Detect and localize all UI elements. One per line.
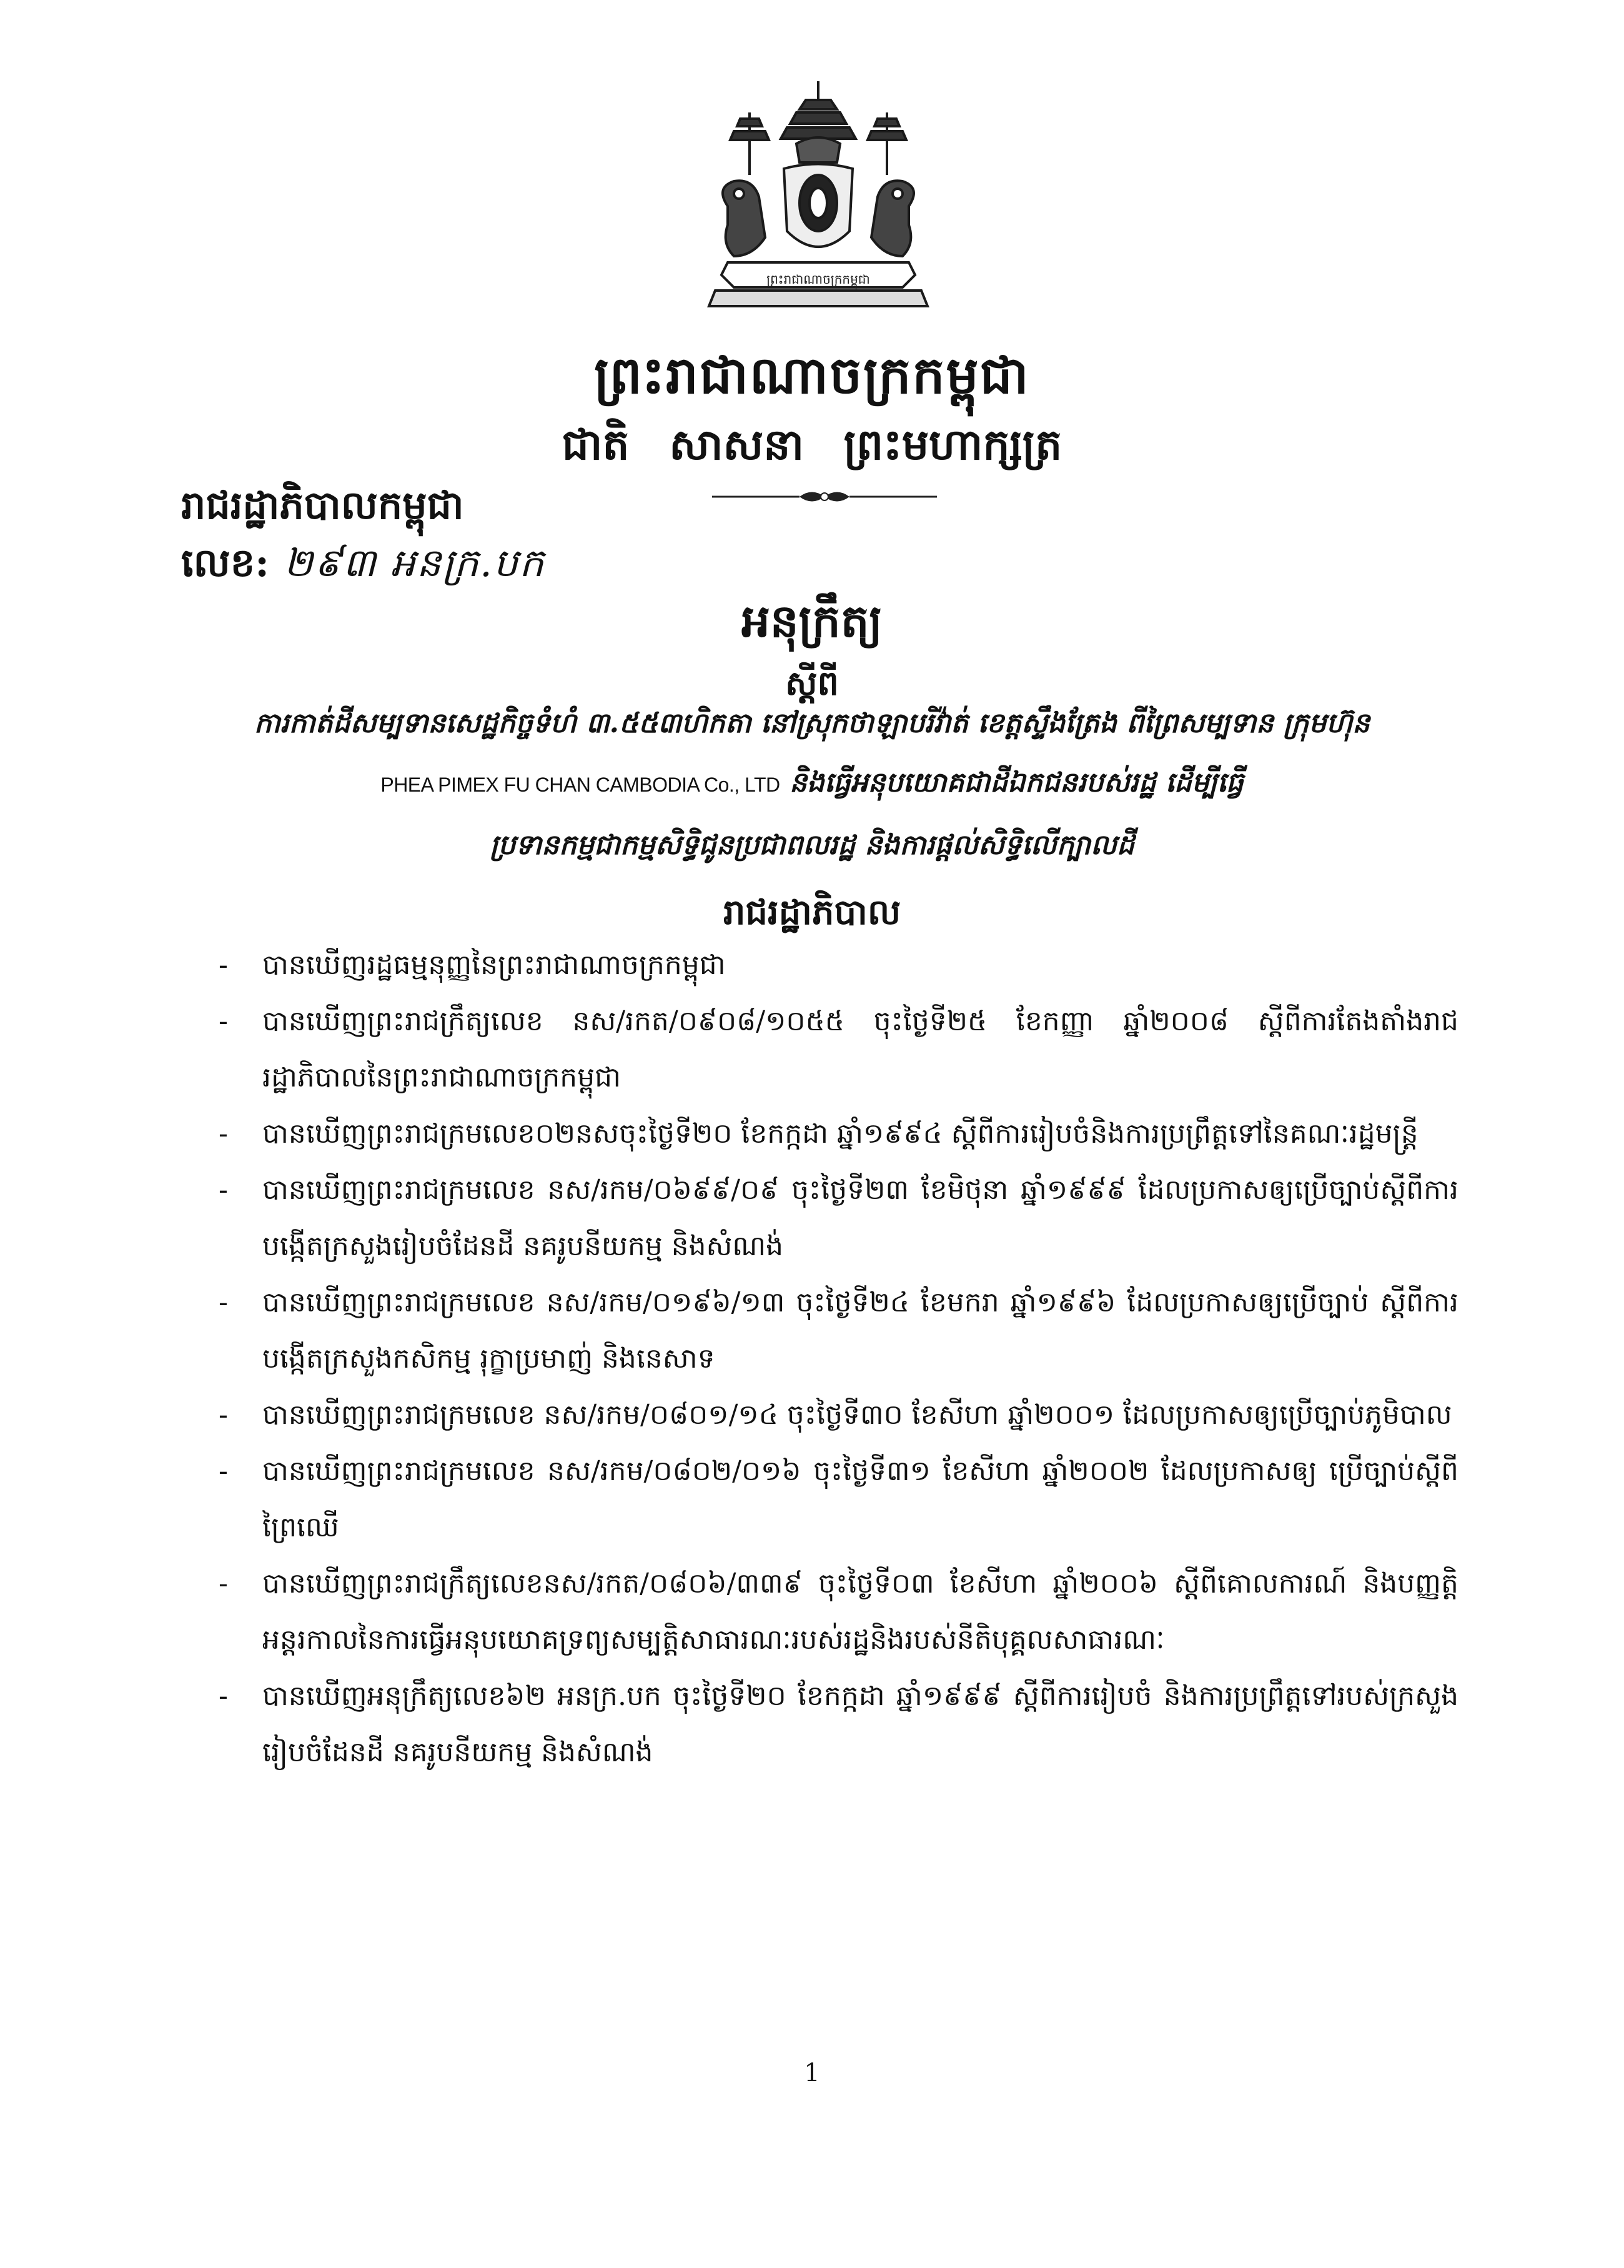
list-item-text: បានឃើញព្រះរាជក្រមលេខ០២នសចុះថ្ងៃទី២០ ខែកក្កដា ឆ្នាំ១៩៩៤ ស្តីពីការរៀបចំនិងការប្រព្រឹត្តទៅនៃគណៈរដ្ឋមន្ត្រី [262,1118,1419,1150]
decorative-divider-icon [712,484,937,509]
legal-references-list [219,937,1458,1781]
document-type-title: អនុក្រឹត្យ [741,594,883,647]
concerning-label: ស្តីពី [785,663,839,703]
bullet-dash: - [219,949,228,981]
document-number-label: លេខ: [181,540,269,585]
subject-line-3: ប្រទានកម្មជាកម្មសិទ្ធិជូនប្រជាពលរដ្ឋ និងការផ្តល់សិទ្ធិលើក្បាលដី [490,829,1134,861]
document-number-value: ២៩៣ អនក្រ.បក [284,540,545,585]
list-item-text: បានឃើញព្រះរាជក្រមលេខ នស/រកម/០១៩៦/១៣ ចុះថ្ងៃទី២៤ ខែមករា ឆ្នាំ១៩៩៦ ដែលប្រកាសឲ្យប្រើច្បាប់ ស្តីពីការបង្កើតក្រសួងកសិកម្ម រុក្ខាប្រមាញ់ និងនេសាទ [262,1286,1458,1375]
bullet-dash: - [219,1005,228,1037]
bullet-dash: - [219,1118,228,1150]
list-item [219,1556,1458,1668]
document-number [181,539,545,595]
bullet-dash: - [219,1286,228,1318]
bullet-dash: - [219,1568,228,1599]
list-item [219,1106,1458,1162]
list-item [219,993,1458,1106]
list-item [219,1668,1458,1781]
bullet-dash: - [219,1174,228,1206]
list-item-text: បានឃើញព្រះរាជក្រមលេខ នស/រកម/០៨០១/១៤ ចុះថ្ងៃទី៣០ ខែសីហា ឆ្នាំ២០០១ ដែលប្រកាសឲ្យប្រើច្បាប់ភូមិបាល [262,1399,1452,1431]
list-item-text: បានឃើញរដ្ឋធម្មនុញ្ញនៃព្រះរាជាណាចក្រកម្ពុជា [262,949,726,981]
issuing-government: រាជរដ្ឋាភិបាលកម្ពុជា [181,482,464,528]
list-item-text: បានឃើញអនុក្រឹត្យលេខ៦២ អនក្រ.បក ចុះថ្ងៃទី២០ ខែកក្កដា ឆ្នាំ១៩៩៩ ស្តីពីការរៀបចំ និងការប្រព្រឹត្តទៅរបស់ក្រសួងរៀបចំដែនដី នគរូបនីយកម្ម និងសំណង់ [262,1680,1458,1768]
national-motto: ជាតិ សាសនា ព្រះមហាក្សត្រ [562,420,1062,470]
list-item [219,1162,1458,1275]
emblem-banner-text: ព្រះរាជាណាចក្រកម្ពុជា [766,272,870,287]
list-item [219,937,1458,993]
royal-coat-of-arms-icon [690,75,946,325]
subject-line-2 [0,765,1624,805]
subject-line-2-text: និងធ្វើអនុបយោគជាដីឯកជនរបស់រដ្ឋ ដើម្បីធ្វើ [780,767,1244,798]
company-name: PHEA PIMEX FU CHAN CAMBODIA Co., LTD [380,773,780,796]
page-number: 1 [804,2059,820,2087]
list-item-text: បានឃើញព្រះរាជក្រមលេខ នស/រកម/០៨០២/០១៦ ចុះថ្ងៃទី៣១ ខែសីហា ឆ្នាំ២០០២ ដែលប្រកាសឲ្យ ប្រើច្បាប់ស្តីពីព្រៃឈើ [262,1455,1458,1543]
list-item [219,1387,1458,1443]
list-item-text: បានឃើញព្រះរាជក្រឹត្យលេខនស/រកត/០៨០៦/៣៣៩ ចុះថ្ងៃទី០៣ ខែសីហា ឆ្នាំ២០០៦ ស្តីពីគោលការណ៍ និងបញ្ញត្តិអន្តរកាលនៃការធ្វើអនុបយោគទ្រព្យសម្បត្តិសាធារណៈរបស់រដ្ឋនិងរបស់នីតិបុគ្គលសាធារណៈ [262,1568,1458,1656]
subject-line-1: ការកាត់ដីសម្បទានសេដ្ឋកិច្ចទំហំ ៣.៥៥៣ហិកតា នៅស្រុកថាឡាបរិវ៉ាត់ ខេត្តស្ទឹងត្រែង ពីព្រៃសម្បទាន ក្រុមហ៊ុន [254,707,1370,739]
list-item [219,1275,1458,1387]
list-item-text: បានឃើញព្រះរាជក្រមលេខ នស/រកម/០៦៩៩/០៩ ចុះថ្ងៃទី២៣ ខែមិថុនា ឆ្នាំ១៩៩៩ ដែលប្រកាសឲ្យប្រើច្បាប់ស្តីពីការបង្កើតក្រសួងរៀបចំដែនដី នគរូបនីយកម្ម និងសំណង់ [262,1174,1458,1262]
list-item-text: បានឃើញព្រះរាជក្រឹត្យលេខ នស/រកត/០៩០៨/១០៥៥ ចុះថ្ងៃទី២៥ ខែកញ្ញា ឆ្នាំ២០០៨ ស្តីពីការតែងតាំងរាជរដ្ឋាភិបាលនៃព្រះរាជាណាចក្រកម្ពុជា [262,1005,1458,1093]
government-heading: រាជរដ្ឋាភិបាល [723,892,901,933]
list-item [219,1443,1458,1556]
bullet-dash: - [219,1399,228,1431]
bullet-dash: - [219,1455,228,1487]
bullet-dash: - [219,1680,228,1712]
kingdom-title: ព្រះរាជាណាចក្រកម្ពុជា [594,346,1030,405]
